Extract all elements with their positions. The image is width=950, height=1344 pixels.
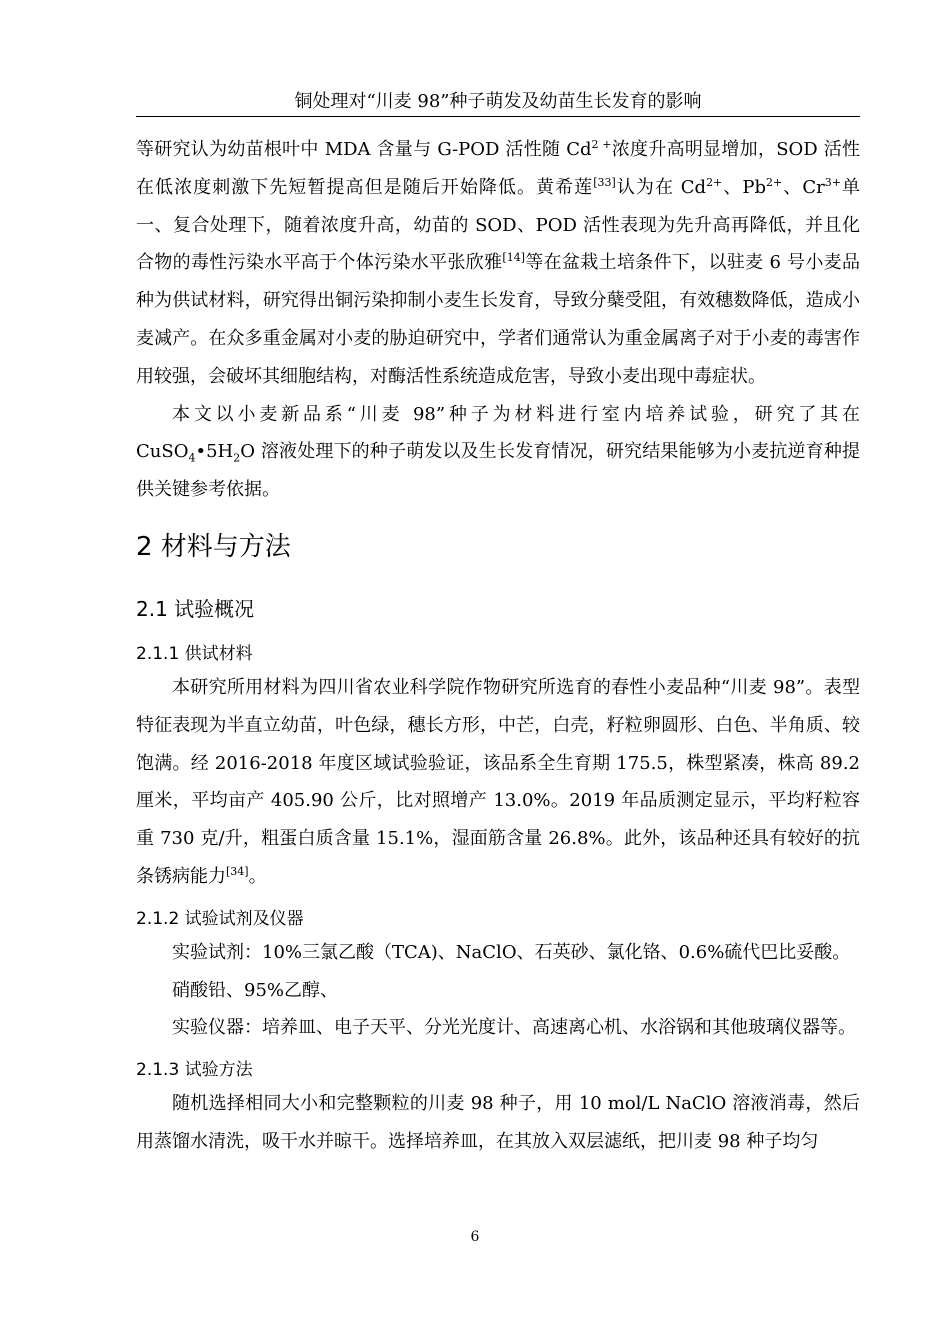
page-number: 6 (470, 1229, 480, 1245)
section-heading-2: 2 材料与方法 (136, 531, 291, 562)
materials-paragraph: 本研究所用材料为四川省农业科学院作物研究所选育的春性小麦品种“川麦 98”。表型特征表现为半直立幼苗，叶色绿，穗长方形，中芒，白壳，籽粒卵圆形、白色、半角质、较饱满。经 2016-2018 年度区域试验验证，该品系全生育期 175.5，株型紧凑，株高 89.2 厘米，平均亩产 405.90 公斤，比对照增产 13.0%。2019 年品质测定显示，平均籽粒容重 730 克/升，粗蛋白质含量 15.1%，湿面筋含量 26.8%。此外，该品种还具有较好的抗条锈病能力[34]。 (136, 676, 860, 887)
citation: [14] (502, 251, 526, 265)
page-body (136, 131, 860, 1161)
subsubsection-heading-2-1-3: 2.1.3 试验方法 (136, 1060, 253, 1081)
reagents-line-1: 实验试剂：10%三氯乙酸（TCA)、NaClO、石英砂、氯化铬、0.6%硫代巴比妥酸。 (172, 941, 851, 963)
subsubsection-heading-2-1-2: 2.1.2 试验试剂及仪器 (136, 908, 304, 929)
intro-paragraph-2: 本文以小麦新品系“川麦 98”种子为材料进行室内培养试验，研究了其在 $CuSO_4•5H_2O$ 溶液处理下的种子萌发以及生长发育情况，研究结果能够为小麦抗逆育种提供关键参考依据。 (136, 403, 860, 501)
reagents-line-2: 硝酸铅、95%乙醇、 (172, 979, 339, 1001)
citation: [34] (226, 864, 249, 878)
running-header: 铜处理对“川麦 98”种子萌发及幼苗生长发育的影响 (136, 90, 860, 117)
method-paragraph: 随机选择相同大小和完整颗粒的川麦 98 种子，用 10 mol/L NaClO 溶液消毒，然后用蒸馏水清洗，吸干水并晾干。选择培养皿，在其放入双层滤纸，把川麦 98 种子均匀 (136, 1093, 860, 1152)
intro-paragraph-1: 等研究认为幼苗根叶中 MDA 含量与 G-POD 活性随 $Cd^{2 +}$浓度升高明显增加，SOD 活性在低浓度刺激下先短暂提高但是随后开始降低。黄希莲[33]认为在 $Cd^{2+}$、$Pb^{2+}$、$Cr^{3+}$单一、复合处理下，随着浓度升高，幼苗的 SOD、POD 活性表现为先升高再降低，并且化合物的毒性污染水平高于个体污染水平张欣雅[14]等在盆栽土培条件下，以驻麦 6 号小麦品种为供试材料，研究得出铜污染抑制小麦生长发育，导致分蘖受阻，有效穗数降低，造成小麦减产。在众多重金属对小麦的胁迫研究中，学者们通常认为重金属离子对于小麦的毒害作用较强，会破坏其细胞结构，对酶活性系统造成危害，导致小麦出现中毒症状。 (136, 138, 860, 387)
citation: [33] (593, 175, 616, 189)
subsection-heading-2-1: 2.1 试验概况 (136, 596, 255, 621)
subsubsection-heading-2-1-1: 2.1.1 供试材料 (136, 643, 253, 664)
instruments-paragraph: 实验仪器：培养皿、电子天平、分光光度计、高速离心机、水浴锅和其他玻璃仪器等。 (172, 1017, 856, 1039)
